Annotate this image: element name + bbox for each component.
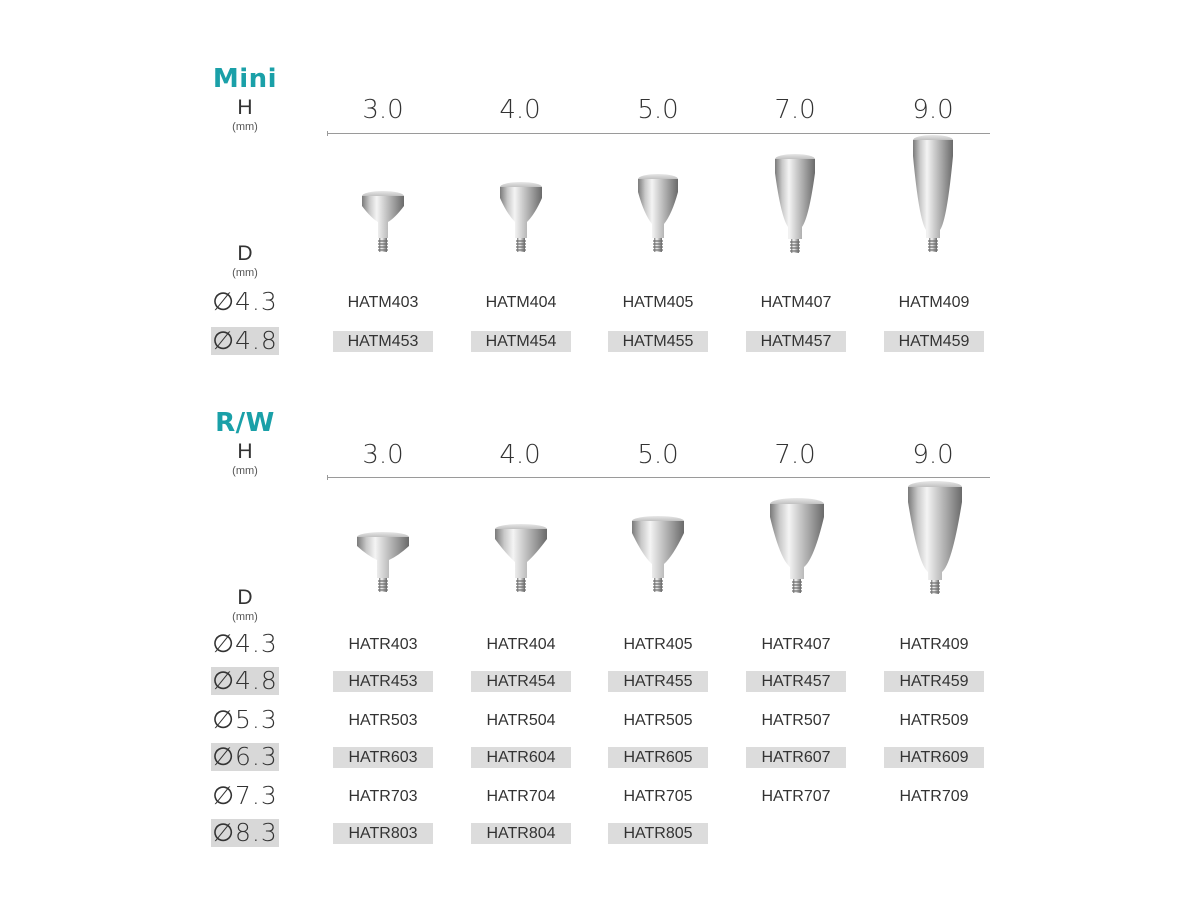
- product-code: HATR805: [608, 823, 708, 844]
- diameter-unit: (mm): [232, 267, 258, 279]
- product-code: HATM403: [347, 294, 419, 311]
- product-code: HATR607: [746, 747, 846, 768]
- product-code: HATR504: [486, 712, 556, 729]
- abutment-image: [905, 134, 961, 264]
- header-rule: [328, 133, 990, 134]
- height-unit: (mm): [232, 465, 258, 477]
- product-code: HATR453: [333, 671, 433, 692]
- product-code: HATR409: [899, 636, 969, 653]
- header-rule: [328, 477, 990, 478]
- product-code: HATM407: [760, 294, 832, 311]
- diameter-unit: (mm): [232, 611, 258, 623]
- product-code: HATR604: [471, 747, 571, 768]
- height-value: 5.0: [637, 95, 679, 125]
- diameter-row-label: ∅5.3: [212, 705, 278, 734]
- product-code: HATM453: [333, 331, 433, 352]
- product-code: HATR454: [471, 671, 571, 692]
- product-code: HATR503: [348, 712, 418, 729]
- diameter-row-label: ∅7.3: [212, 781, 278, 810]
- product-code: HATR403: [348, 636, 418, 653]
- product-code: HATR505: [623, 712, 693, 729]
- diameter-row-label: ∅4.3: [212, 287, 278, 316]
- product-code: HATR507: [761, 712, 831, 729]
- height-value: 3.0: [362, 95, 404, 125]
- product-code: HATM457: [746, 331, 846, 352]
- product-code: HATM409: [898, 294, 970, 311]
- height-value: 5.0: [637, 440, 679, 470]
- abutment-image: [493, 180, 549, 264]
- diameter-row-label: ∅4.8: [212, 666, 278, 695]
- abutment-image: [350, 530, 416, 604]
- height-value: 3.0: [362, 440, 404, 470]
- product-code: HATM455: [608, 331, 708, 352]
- section-title: R/W: [215, 408, 275, 438]
- product-code: HATR603: [333, 747, 433, 768]
- product-code: HATM405: [622, 294, 694, 311]
- diameter-label: D: [237, 242, 253, 265]
- height-value: 7.0: [774, 95, 816, 125]
- product-code: HATR609: [884, 747, 984, 768]
- diameter-row-label: ∅4.3: [212, 629, 278, 658]
- product-code: HATM459: [884, 331, 984, 352]
- product-code: HATR705: [623, 788, 693, 805]
- height-value: 4.0: [499, 95, 541, 125]
- product-code: HATR803: [333, 823, 433, 844]
- abutment-image: [488, 522, 554, 604]
- abutment-image: [900, 480, 970, 606]
- height-value: 7.0: [774, 440, 816, 470]
- height-unit: (mm): [232, 121, 258, 133]
- product-code: HATR404: [486, 636, 556, 653]
- product-code: HATR707: [761, 788, 831, 805]
- product-code: HATR459: [884, 671, 984, 692]
- height-label: H: [237, 440, 253, 463]
- product-code: HATR457: [746, 671, 846, 692]
- abutment-image: [625, 514, 691, 604]
- product-code: HATR405: [623, 636, 693, 653]
- diameter-row-label: ∅4.8: [212, 326, 278, 355]
- abutment-image: [630, 172, 686, 264]
- height-label: H: [237, 96, 253, 119]
- height-value: 4.0: [499, 440, 541, 470]
- abutment-image: [767, 153, 823, 265]
- product-code: HATR605: [608, 747, 708, 768]
- product-code: HATR703: [348, 788, 418, 805]
- section-title: Mini: [212, 64, 278, 94]
- product-code: HATR804: [471, 823, 571, 844]
- diameter-label: D: [237, 586, 253, 609]
- product-code: HATM454: [471, 331, 571, 352]
- height-value: 9.0: [912, 440, 954, 470]
- abutment-image: [762, 497, 832, 605]
- abutment-image: [355, 188, 411, 264]
- product-code: HATR509: [899, 712, 969, 729]
- diameter-row-label: ∅8.3: [212, 818, 278, 847]
- height-value: 9.0: [912, 95, 954, 125]
- diameter-row-label: ∅6.3: [212, 742, 278, 771]
- product-code: HATR709: [899, 788, 969, 805]
- product-code: HATR407: [761, 636, 831, 653]
- product-code: HATR704: [486, 788, 556, 805]
- product-code: HATR455: [608, 671, 708, 692]
- product-code: HATM404: [485, 294, 557, 311]
